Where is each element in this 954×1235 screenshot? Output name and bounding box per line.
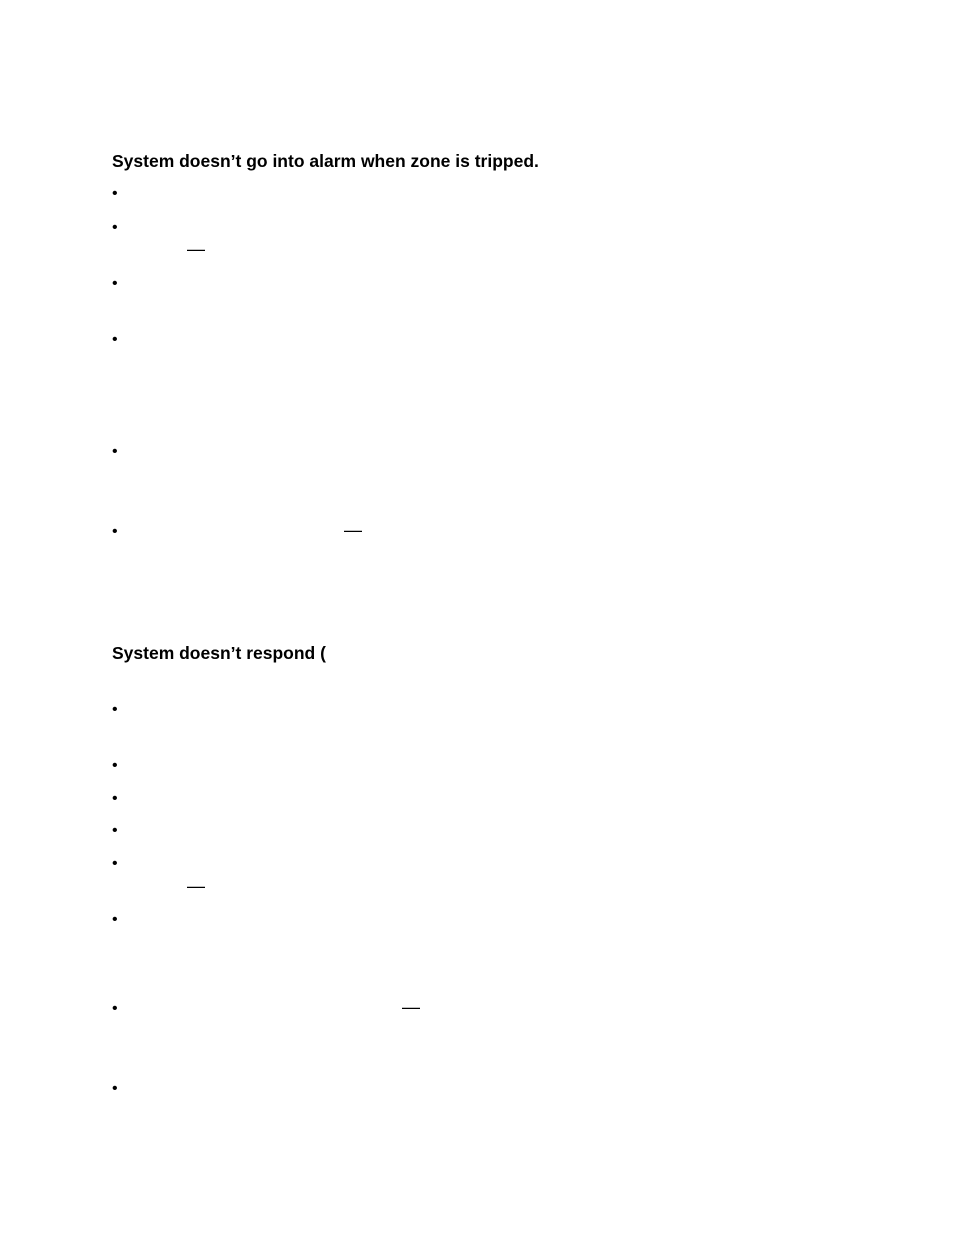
em-dash: — xyxy=(187,239,205,259)
section-heading-no-response: System doesn’t respond ( xyxy=(112,643,326,663)
bullet: • xyxy=(112,790,118,807)
bullet: • xyxy=(112,1000,118,1017)
bullet: • xyxy=(112,911,118,928)
em-dash: — xyxy=(187,876,205,896)
bullet: • xyxy=(112,443,118,460)
bullet: • xyxy=(112,185,118,202)
bullet: • xyxy=(112,855,118,872)
section-heading-no-alarm: System doesn’t go into alarm when zone is tripped. xyxy=(112,151,539,171)
bullet: • xyxy=(112,275,118,292)
bullet: • xyxy=(112,822,118,839)
bullet: • xyxy=(112,1080,118,1097)
bullet: • xyxy=(112,219,118,236)
em-dash: — xyxy=(402,997,420,1017)
bullet: • xyxy=(112,757,118,774)
bullet: • xyxy=(112,701,118,718)
bullet: • xyxy=(112,523,118,540)
bullet: • xyxy=(112,331,118,348)
em-dash: — xyxy=(344,520,362,540)
